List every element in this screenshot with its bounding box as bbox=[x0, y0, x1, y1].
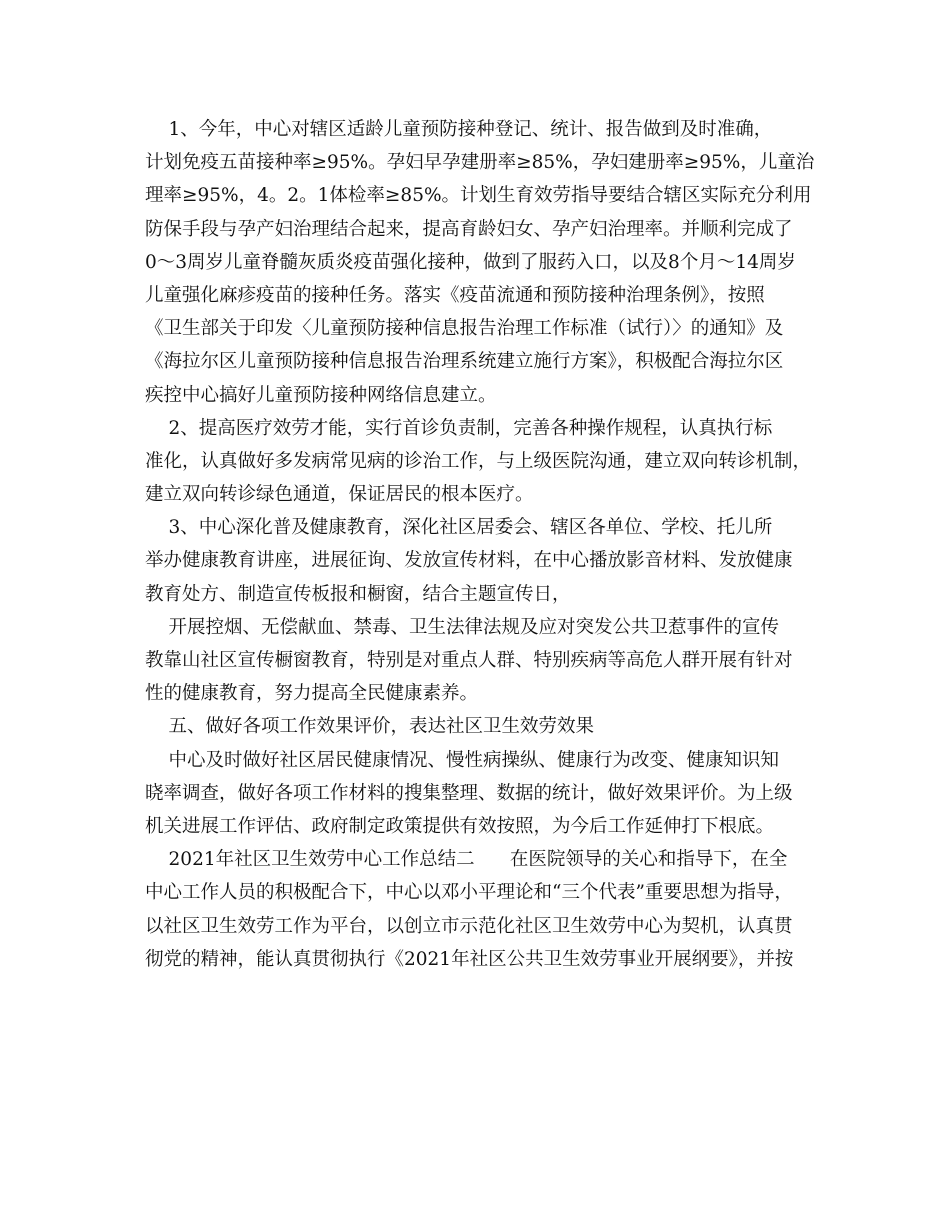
document-body bbox=[145, 113, 815, 976]
text-line: 中心及时做好社区居民健康情况、慢性病操纵、健康行为改变、健康知识知 bbox=[145, 749, 780, 771]
text-line: 性的健康教育，努力提高全民健康素养。 bbox=[145, 683, 479, 705]
text-line: 1、今年，中心对辖区适龄儿童预防接种登记、统计、报告做到及时准确， bbox=[145, 119, 773, 140]
text-line: 《卫生部关于印发〈儿童预防接种信息报告治理工作标准（试行）〉的通知》及 bbox=[145, 318, 784, 340]
text-line: 计划免疫五苗接种率≥95%。孕妇早孕建册率≥85%，孕妇建册率≥95%，儿童治 bbox=[145, 152, 815, 174]
text-line: 0～3周岁儿童脊髓灰质炎疫苗强化接种，做到了服药入口，以及8个月～14周岁 bbox=[145, 251, 796, 273]
text-line: 疾控中心搞好儿童预防接种网络信息建立。 bbox=[145, 384, 497, 406]
text-line: 《海拉尔区儿童预防接种信息报告治理系统建立施行方案》，积极配合海拉尔区 bbox=[145, 351, 784, 373]
text-line: 开展控烟、无偿献血、禁毒、卫生法律法规及应对突发公共卫惹事件的宣传 bbox=[145, 616, 780, 638]
text-line: 防保手段与孕产妇治理结合起来，提高育龄妇女、孕产妇治理率。并顺利完成了 bbox=[145, 218, 793, 240]
text-line: 准化，认真做好多发病常见病的诊治工作，与上级医院沟通，建立双向转诊机制， bbox=[145, 450, 812, 472]
text-line: 教靠山社区宣传橱窗教育，特别是对重点人群、特别疾病等高危人群开展有针对 bbox=[145, 650, 793, 671]
text-line: 彻党的精神，能认真贯彻执行《2021年社区公共卫生效劳事业开展纲要》，并按 bbox=[145, 948, 794, 970]
text-line: 3、中心深化普及健康教育，深化社区居委会、辖区各单位、学校、托儿所 bbox=[145, 517, 773, 539]
text-line: 2、提高医疗效劳才能，实行首诊负责制，完善各种操作规程，认真执行标 bbox=[145, 417, 773, 439]
text-line: 儿童强化麻疹疫苗的接种任务。落实《疫苗流通和预防接种治理条例》，按照 bbox=[145, 284, 765, 306]
text-line: 晓率调查，做好各项工作材料的搜集整理、数据的统计，做好效果评价。为上级 bbox=[145, 782, 793, 804]
text-line: 理率≥95%，4。2。1体检率≥85%。计划生育效劳指导要结合辖区实际充分利用 bbox=[145, 185, 812, 207]
text-line: 以社区卫生效劳工作为平台，以创立市示范化社区卫生效劳中心为契机，认真贯 bbox=[145, 915, 793, 937]
text-line: 机关进展工作评估、政府制定政策提供有效按照，为今后工作延伸打下根底。 bbox=[145, 815, 775, 837]
text-line: 举办健康教育讲座，进展征询、发放宣传材料，在中心播放影音材料、发放健康 bbox=[145, 550, 793, 572]
text-line: 教育处方、制造宣传板报和橱窗，结合主题宣传日， bbox=[145, 583, 571, 605]
section-heading: 五、做好各项工作效果评价，表达社区卫生效劳效果 bbox=[145, 716, 595, 738]
text-line: 中心工作人员的积极配合下，中心以邓小平理论和“三个代表”重要思想为指导， bbox=[145, 882, 793, 904]
text-line: 建立双向转诊绿色通道，保证居民的根本医疗。 bbox=[145, 484, 534, 506]
text-line: 2021年社区卫生效劳中心工作总结二 在医院领导的关心和指导下，在全 bbox=[145, 849, 788, 871]
